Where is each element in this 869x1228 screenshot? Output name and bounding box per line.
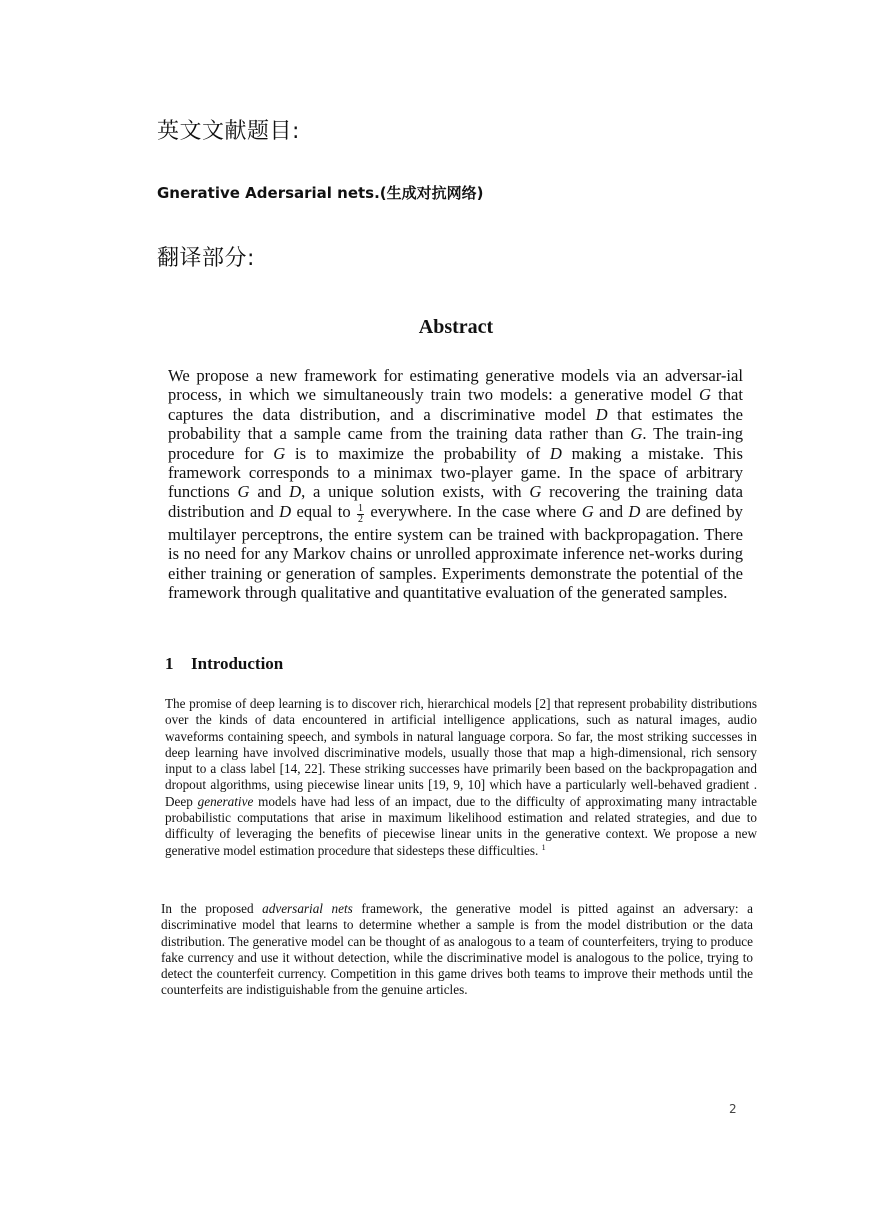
- math-d: D: [628, 501, 641, 521]
- translation-label: 翻译部分:: [157, 246, 255, 271]
- literature-title-label: 英文文献题目:: [157, 119, 300, 144]
- paragraph-text: models have had less of an impact, due to the difficulty of approximating many intractable probabilistic computations that arise in maximum likelihood estimation and related strategies, and due to difficulty of leveraging the benefits of piecewise linear units in the generative context. We propose a new generative model estimation procedure that sidesteps these difficulties.: [165, 793, 757, 858]
- abstract-text: equal to: [291, 501, 356, 521]
- abstract-text: everywhere. In the case where: [365, 501, 582, 521]
- abstract-text: making a mistake. This framework corresponds to a minimax two-player game. In the space of arbitrary functions: [168, 443, 743, 502]
- section-heading-introduction: [165, 654, 283, 674]
- math-d: D: [595, 404, 608, 424]
- abstract-text: recovering the training data distribution and: [168, 482, 743, 521]
- abstract-text: that captures the data distribution, and a discriminative model: [168, 385, 743, 424]
- literature-title: Gnerative Adersarial nets.(生成对抗网络): [157, 184, 484, 202]
- abstract-text: is to maximize the probability of: [285, 443, 550, 463]
- abstract-text: that estimates the probability that a sample came from the training data rather than: [168, 404, 743, 444]
- abstract-body: [168, 366, 743, 602]
- paragraph-text: framework, the generative model is pitted against an adversary: a discriminative model that learns to determine whether a sample is from the model distribution or the data distribution. The generative model can be thought of as analogous to a team of counterfeiters, trying to produce fake currency and use it without detection, while the discriminative model is analogous to the police, trying to detect the counterfeit currency. Competition in this game drives both teams to improve their methods until the counterfeits are indistiguishable from the genuine articles.: [161, 901, 753, 998]
- emphasis-adversarial-nets: adversarial nets: [262, 901, 353, 916]
- one-half-fraction: [357, 504, 364, 525]
- paragraph-text: The promise of deep learning is to discover rich, hierarchical models [2] that represent probability distributions over the kinds of data encountered in artificial intelligence applications, such as natural images, audio waveforms containing speech, and symbols in natural language corpora. So far, the most striking successes in deep learning have involved discriminative models, usually those that map a high-dimensional, rich sensory input to a class label [14, 22]. These striking successes have primarily been based on the backpropagation and dropout algorithms, using piecewise linear units [19, 9, 10] which have a particularly well-behaved gradient . Deep: [165, 696, 757, 809]
- math-g: G: [581, 501, 594, 521]
- fraction-numerator: 1: [358, 502, 363, 514]
- fraction-denominator: 2: [358, 513, 363, 525]
- abstract-text: . The train-ing procedure for: [168, 424, 743, 463]
- abstract-text: We propose a new framework for estimating generative models via an adversar-ial process, in which we simultaneously train two models: a generative model: [168, 366, 743, 405]
- math-g: G: [237, 482, 250, 502]
- section-number: 1: [165, 654, 174, 673]
- abstract-text: and: [249, 482, 290, 502]
- emphasis-generative: generative: [197, 793, 254, 809]
- introduction-paragraph-1: [165, 696, 757, 859]
- math-g: G: [699, 385, 712, 405]
- footnote-mark: 1: [541, 842, 546, 852]
- math-d: D: [549, 443, 562, 463]
- math-g: G: [273, 443, 286, 463]
- abstract-text: are defined by multilayer perceptrons, the entire system can be trained with backpropagation. There is no need for any Markov chains or unrolled approximate inference net-works during either training or generation of samples. Experiments demonstrate the potential of the framework through qualitative and quantitative evaluation of the generated samples.: [168, 501, 743, 603]
- math-d: D: [279, 501, 292, 521]
- paragraph-text: In the proposed: [161, 901, 263, 916]
- abstract-title: Abstract: [418, 316, 494, 338]
- abstract-text: , a unique solution exists, with: [301, 482, 530, 502]
- math-g: G: [529, 482, 542, 502]
- math-d: D: [289, 482, 302, 502]
- abstract-text: and: [593, 501, 629, 521]
- section-title: Introduction: [191, 654, 284, 673]
- introduction-paragraph-2: [161, 901, 753, 999]
- math-g: G: [630, 424, 643, 444]
- page-number: 2: [729, 1102, 737, 1116]
